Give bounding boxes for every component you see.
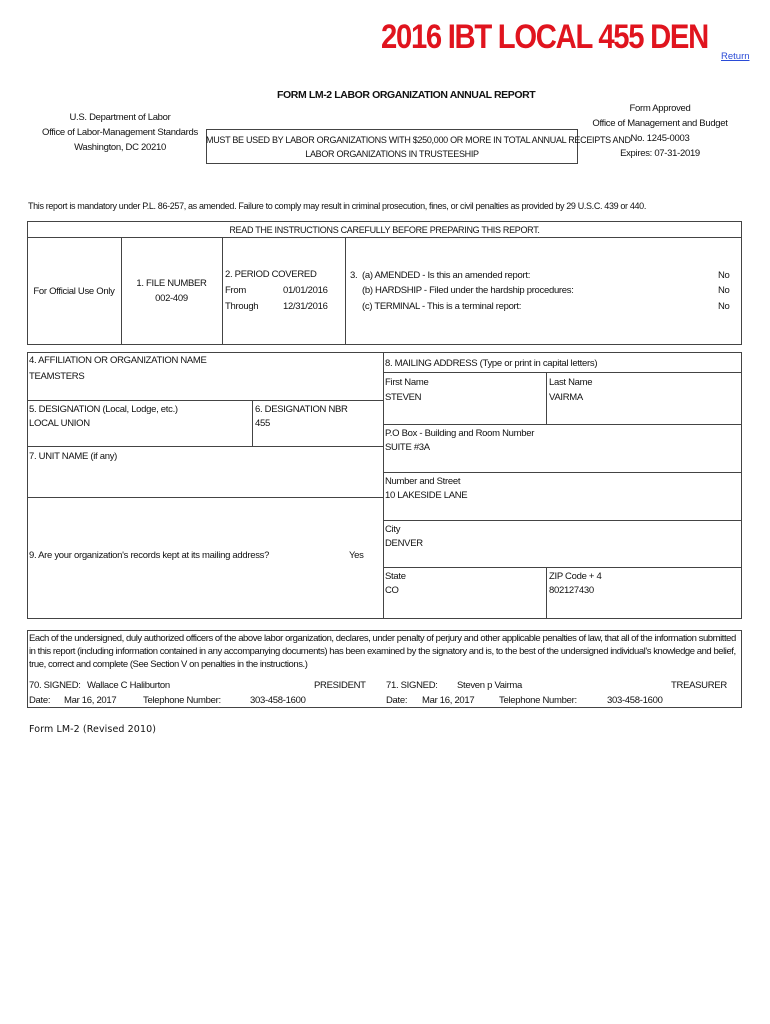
signer-2-phone-label: Telephone Number: bbox=[499, 695, 577, 706]
city-value: DENVER bbox=[385, 538, 423, 549]
file-number-label: 1. FILE NUMBER bbox=[136, 278, 207, 289]
street-label: Number and Street bbox=[385, 476, 461, 487]
city-label: City bbox=[385, 524, 401, 535]
file-number-value: 002-409 bbox=[155, 293, 188, 304]
first-name-label: First Name bbox=[385, 377, 429, 388]
affiliation-label: 4. AFFILIATION OR ORGANIZATION NAME bbox=[29, 355, 207, 366]
records-question: 9. Are your organization's records kept at its mailing address? bbox=[29, 550, 270, 561]
agency-line-2: Office of Labor-Management Standards bbox=[42, 127, 198, 138]
zip-value: 802127430 bbox=[549, 585, 594, 596]
records-answer: Yes bbox=[349, 550, 364, 561]
period-through-label: Through bbox=[225, 301, 259, 312]
last-name-value: VAIRMA bbox=[549, 392, 583, 403]
signer-1-date-label: Date: bbox=[29, 695, 51, 706]
designation-value: LOCAL UNION bbox=[29, 418, 90, 429]
signer-1-name: Wallace C Haliburton bbox=[87, 680, 170, 691]
signer-1-label: 70. SIGNED: bbox=[29, 680, 81, 691]
last-name-label: Last Name bbox=[549, 377, 593, 388]
approval-line-2: Office of Management and Budget bbox=[592, 118, 728, 129]
first-name-value: STEVEN bbox=[385, 392, 422, 403]
state-label: State bbox=[385, 571, 406, 582]
amended-question: (a) AMENDED - Is this an amended report: bbox=[362, 270, 531, 281]
signer-2-name: Steven p Vairma bbox=[457, 680, 523, 691]
po-box-label: P.O Box - Building and Room Number bbox=[385, 428, 535, 439]
instructions-banner: READ THE INSTRUCTIONS CAREFULLY BEFORE PREPARING THIS REPORT. bbox=[229, 225, 540, 235]
period-covered-label: 2. PERIOD COVERED bbox=[225, 269, 317, 280]
signer-2-label: 71. SIGNED: bbox=[386, 680, 438, 691]
mandatory-notice: This report is mandatory under P.L. 86-257, as amended. Failure to comply may result in criminal prosecution, fines, or civil penalties as provided by 29 U.S.C. 439 or 440. bbox=[28, 201, 646, 211]
signer-1-phone-label: Telephone Number: bbox=[143, 695, 221, 706]
state-value: CO bbox=[385, 585, 399, 596]
designation-label: 5. DESIGNATION (Local, Lodge, etc.) bbox=[29, 404, 178, 415]
agency-line-1: U.S. Department of Labor bbox=[69, 112, 171, 123]
form-title: FORM LM-2 LABOR ORGANIZATION ANNUAL REPORT bbox=[277, 89, 536, 101]
mailing-address-label: 8. MAILING ADDRESS (Type or print in capital letters) bbox=[385, 358, 598, 369]
unit-name-label: 7. UNIT NAME (if any) bbox=[29, 451, 118, 462]
po-box-value: SUITE #3A bbox=[385, 442, 430, 453]
period-through-value: 12/31/2016 bbox=[283, 301, 328, 312]
report-title: 2016 IBT LOCAL 455 DEN bbox=[381, 18, 708, 56]
hardship-question: (b) HARDSHIP - Filed under the hardship procedures: bbox=[362, 285, 574, 296]
zip-label: ZIP Code + 4 bbox=[549, 571, 602, 582]
amended-answer: No bbox=[718, 270, 730, 281]
approval-line-1: Form Approved bbox=[629, 103, 691, 114]
signer-2-title: TREASURER bbox=[671, 680, 727, 691]
question-3-number: 3. bbox=[350, 270, 358, 281]
approval-line-3: No. 1245-0003 bbox=[630, 133, 690, 144]
signer-2-date: Mar 16, 2017 bbox=[422, 695, 475, 706]
notice-line-2: LABOR ORGANIZATIONS IN TRUSTEESHIP bbox=[305, 149, 479, 159]
terminal-answer: No bbox=[718, 301, 730, 312]
agency-line-3: Washington, DC 20210 bbox=[74, 142, 166, 153]
affiliation-value: TEAMSTERS bbox=[29, 371, 85, 382]
signer-1-title: PRESIDENT bbox=[314, 680, 366, 691]
signer-1-phone: 303-458-1600 bbox=[250, 695, 306, 706]
return-link[interactable]: Return bbox=[721, 51, 750, 62]
approval-line-4: Expires: 07-31-2019 bbox=[620, 148, 700, 159]
street-value: 10 LAKESIDE LANE bbox=[385, 490, 468, 501]
period-from-value: 01/01/2016 bbox=[283, 285, 328, 296]
signer-2-phone: 303-458-1600 bbox=[607, 695, 663, 706]
terminal-question: (c) TERMINAL - This is a terminal report: bbox=[362, 301, 522, 312]
official-use-label: For Official Use Only bbox=[33, 286, 115, 297]
hardship-answer: No bbox=[718, 285, 730, 296]
signer-2-date-label: Date: bbox=[386, 695, 408, 706]
form-revision: Form LM-2 (Revised 2010) bbox=[29, 724, 157, 735]
designation-number-value: 455 bbox=[255, 418, 270, 429]
designation-number-label: 6. DESIGNATION NBR bbox=[255, 404, 348, 415]
notice-line-1: MUST BE USED BY LABOR ORGANIZATIONS WITH $250,000 OR MORE IN TOTAL ANNUAL RECEIPTS AND bbox=[206, 135, 631, 145]
period-from-label: From bbox=[225, 285, 246, 296]
declaration-text: Each of the undersigned, duly authorized officers of the above labor organization, declares, under penalty of perjury and other applicable penalties of law, that all of the information submitted in this report (including information contained in any accompanying documents) has been examined by the signatory and is, to the best of the undersigned individual's knowledge and belief, true, correct and complete (See Section V on penalties in the instructions.) bbox=[29, 633, 736, 670]
signer-1-date: Mar 16, 2017 bbox=[64, 695, 117, 706]
